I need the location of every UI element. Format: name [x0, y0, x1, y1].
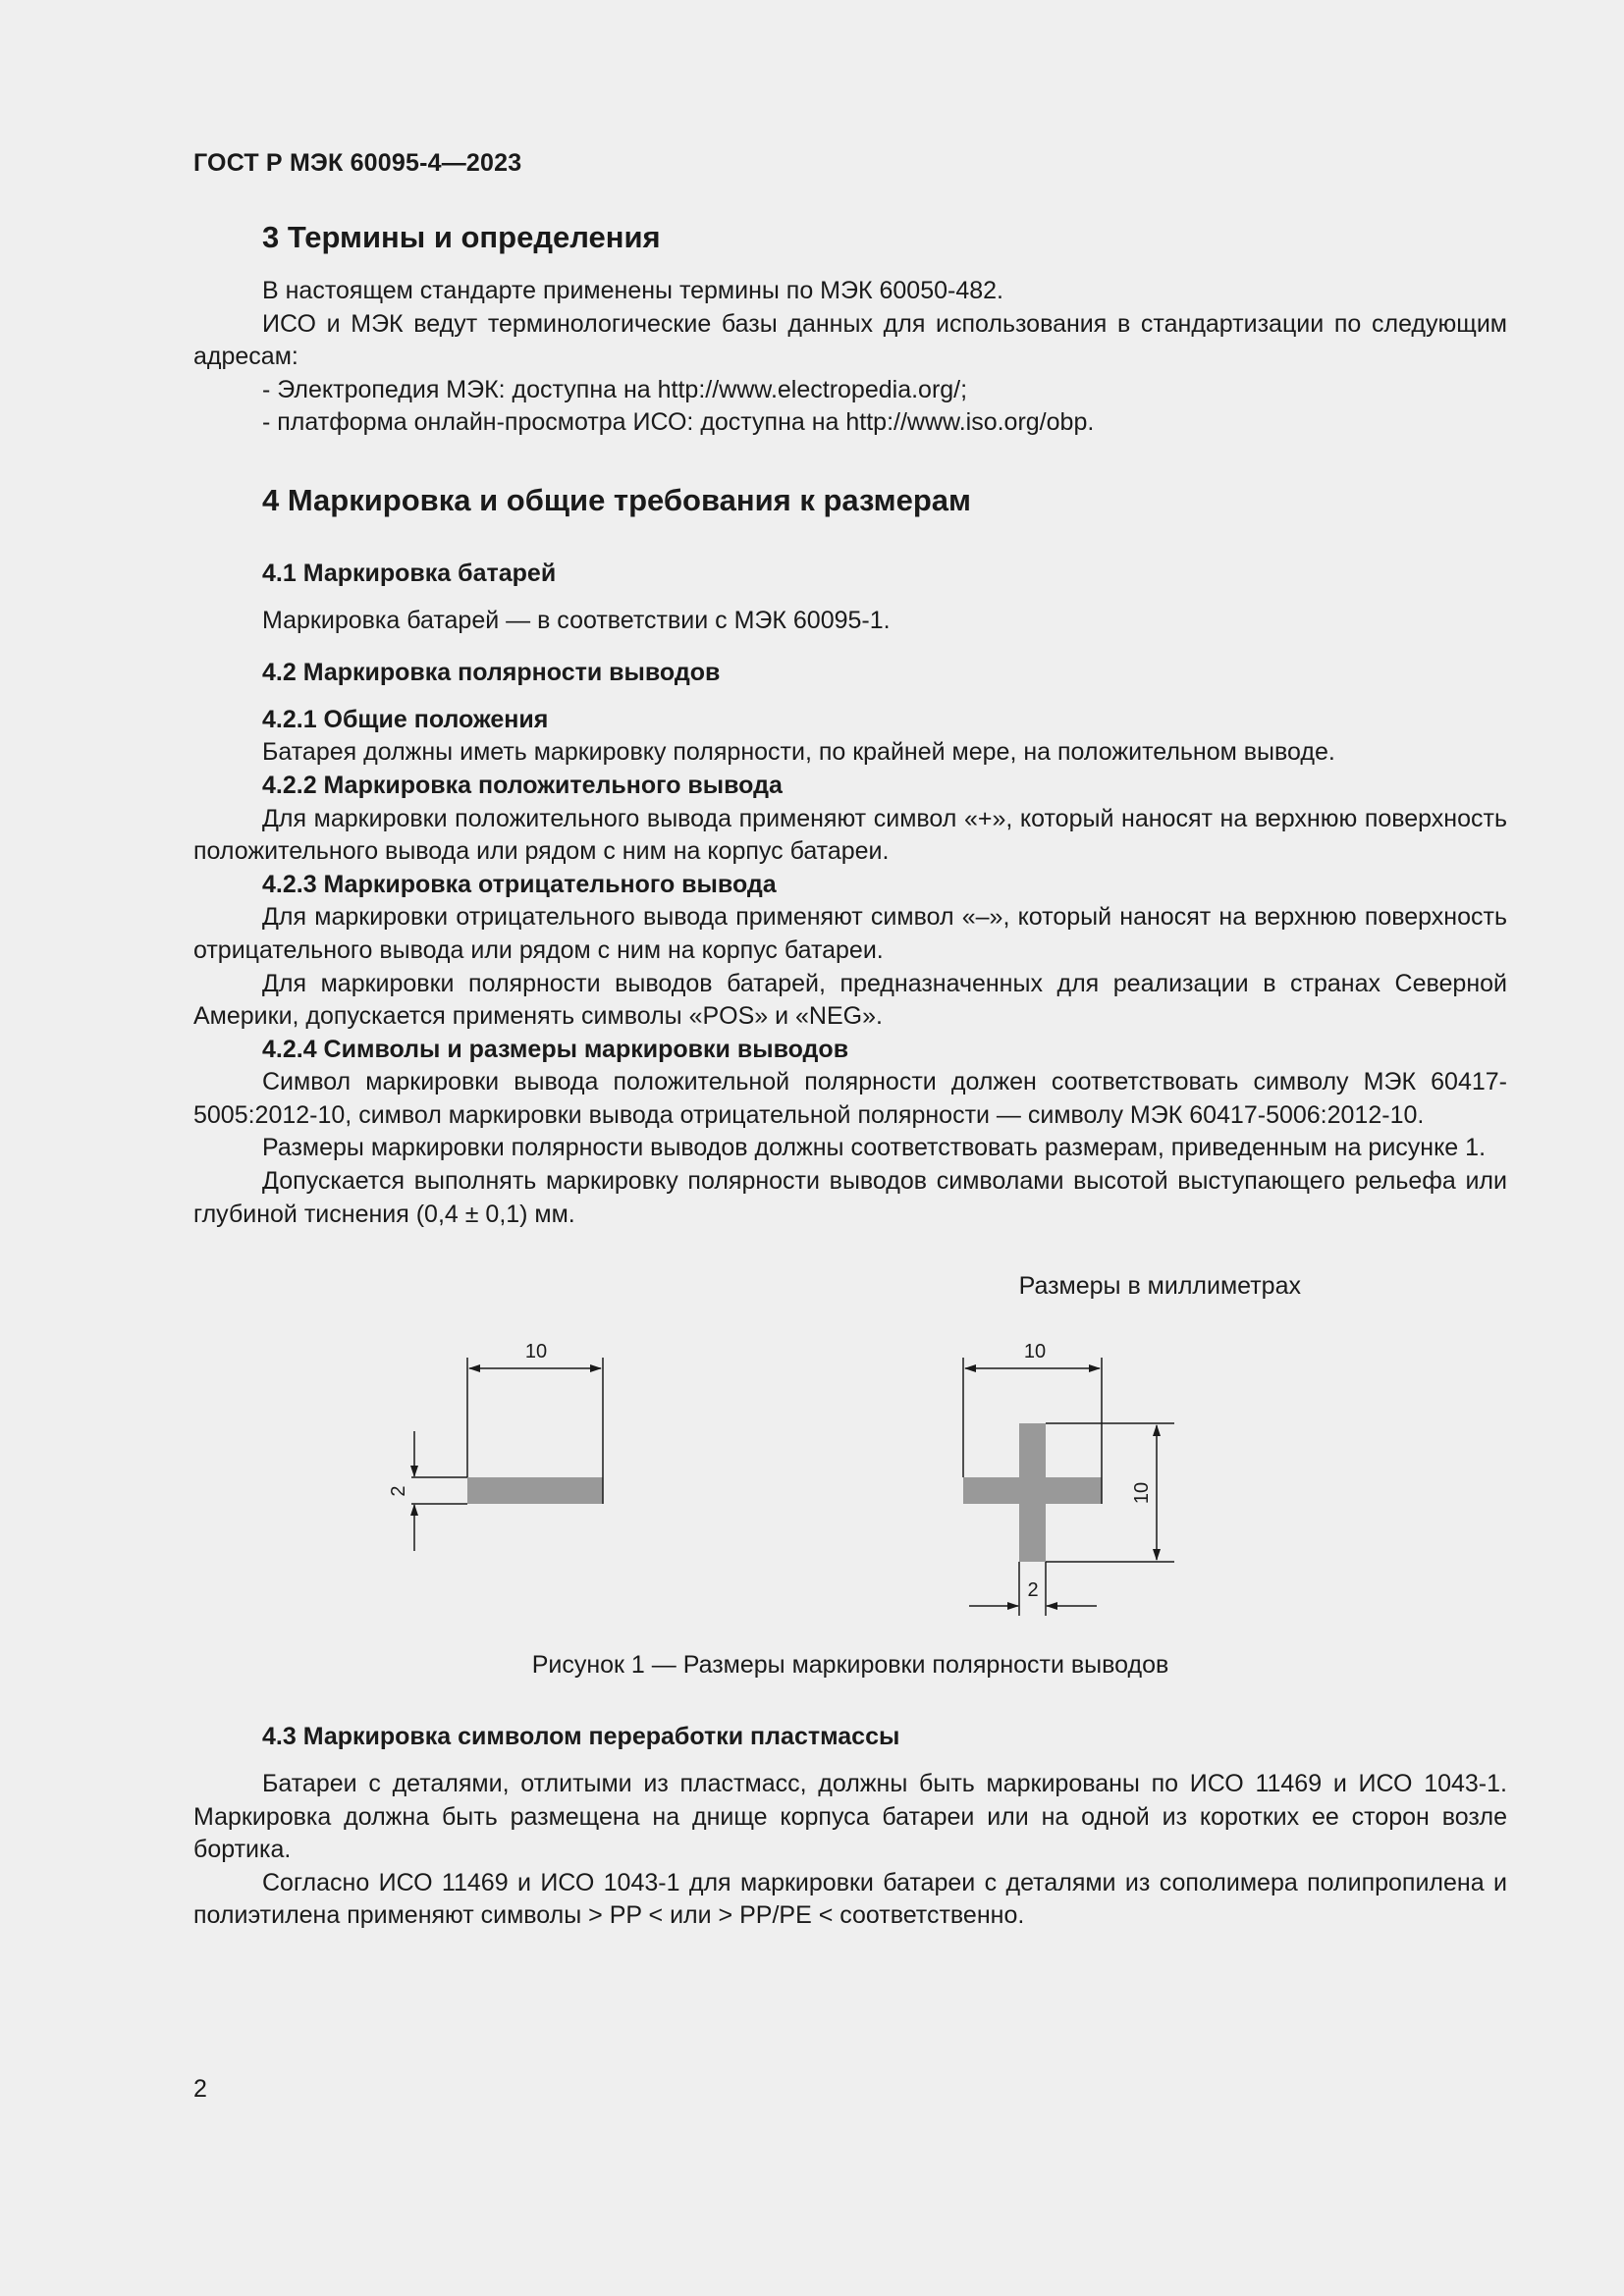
section-4-2-4-paragraph-2: Размеры маркировки полярности выводов должны соответствовать размерам, приведенным на рисунке 1. [262, 1134, 1487, 1162]
plus-stroke-label: 2 [1027, 1578, 1039, 1601]
list-item-electropedia: - Электропедия МЭК: доступна на http://www.electropedia.org/; [262, 375, 968, 403]
section-4-2-3-paragraph-2: Для маркировки полярности выводов батарей, предназначенных для реализации в странах Северной Америки, допускается применять символы «POS» и «NEG». [193, 969, 1507, 1031]
page-content [193, 218, 1507, 1933]
section-3-paragraph-1: В настоящем стандарте применены термины по МЭК 60050-482. [262, 277, 1003, 304]
section-4-1-paragraph: Маркировка батарей — в соответствии с МЭК 60095-1. [262, 606, 891, 634]
minus-symbol-group [388, 1341, 603, 1551]
section-4-2-2-heading: 4.2.2 Маркировка положительного вывода [262, 771, 783, 799]
section-4-1-heading: 4.1 Маркировка батарей [262, 559, 557, 587]
section-4-2-3-heading: 4.2.3 Маркировка отрицательного вывода [262, 870, 777, 898]
section-4-2-4-heading: 4.2.4 Символы и размеры маркировки выводов [262, 1035, 849, 1063]
figure-1-polarity-marks [193, 1304, 1507, 1628]
list-item-iso-obp: - платформа онлайн-просмотра ИСО: доступна на http://www.iso.org/obp. [262, 408, 1095, 437]
minus-symbol [467, 1477, 603, 1504]
section-4-2-3-paragraph-1: Для маркировки отрицательного вывода применяют символ «–», который наносят на верхнюю поверхность отрицательного вывода или рядом с ним на корпус батареи. [193, 903, 1507, 964]
page-number: 2 [193, 2075, 207, 2103]
section-4-3-paragraph-2: Согласно ИСО 11469 и ИСО 1043-1 для маркировки батареи с деталями из сополимера полипропилена и полиэтилена применяют символы > PP < или > PP/PE < соответственно. [193, 1868, 1507, 1930]
section-4-2-heading: 4.2 Маркировка полярности выводов [262, 659, 721, 687]
section-4-2-1-heading: 4.2.1 Общие положения [262, 705, 549, 733]
minus-height-label: 2 [388, 1485, 409, 1497]
minus-width-label: 10 [524, 1340, 548, 1362]
document-code-header: ГОСТ Р МЭК 60095-4—2023 [193, 149, 522, 177]
section-4-2-1-paragraph: Батарея должны иметь маркировку полярности, по крайней мере, на положительном выводе. [262, 738, 1335, 767]
plus-symbol-group [963, 1341, 1174, 1616]
plus-height-label: 10 [1131, 1481, 1153, 1504]
section-4-3-heading: 4.3 Маркировка символом переработки пластмассы [262, 1723, 900, 1751]
section-3-paragraph-2: ИСО и МЭК ведут терминологические базы данных для использования в стандартизации по следующим адресам: [193, 309, 1507, 371]
section-4-2-4-paragraph-3: Допускается выполнять маркировку полярности выводов символами высотой выступающего рельефа или глубиной тиснения (0,4 ± 0,1) мм. [193, 1167, 1507, 1228]
figure-1-caption: Рисунок 1 — Размеры маркировки полярности выводов [531, 1650, 1169, 1679]
section-4-heading: 4 Маркировка и общие требования к размерам [262, 482, 971, 517]
section-4-2-4-paragraph-1: Символ маркировки вывода положительной полярности должен соответствовать символу МЭК 60417-5005:2012-10, символ маркировки вывода отрицательной полярности — символу МЭК 60417-5006:2012-10. [193, 1068, 1507, 1129]
section-4-3-paragraph-1: Батареи с деталями, отлитыми из пластмасс, должны быть маркированы по ИСО 11469 и ИСО 1043-1. Маркировка должна быть размещена на днище корпуса батареи или на одной из коротких ее сторон возле бортика. [193, 1770, 1507, 1864]
plus-width-label: 10 [1023, 1340, 1047, 1362]
plus-symbol-vertical [1019, 1423, 1046, 1562]
figure-1-drawing [193, 1304, 1507, 1628]
figure-units-note: Размеры в миллиметрах [1018, 1272, 1301, 1301]
section-4-2-2-paragraph: Для маркировки положительного вывода применяют символ «+», который наносят на верхнюю поверхность положительного вывода или рядом с ним на корпус батареи. [193, 804, 1507, 866]
section-3-heading: 3 Термины и определения [262, 220, 661, 254]
